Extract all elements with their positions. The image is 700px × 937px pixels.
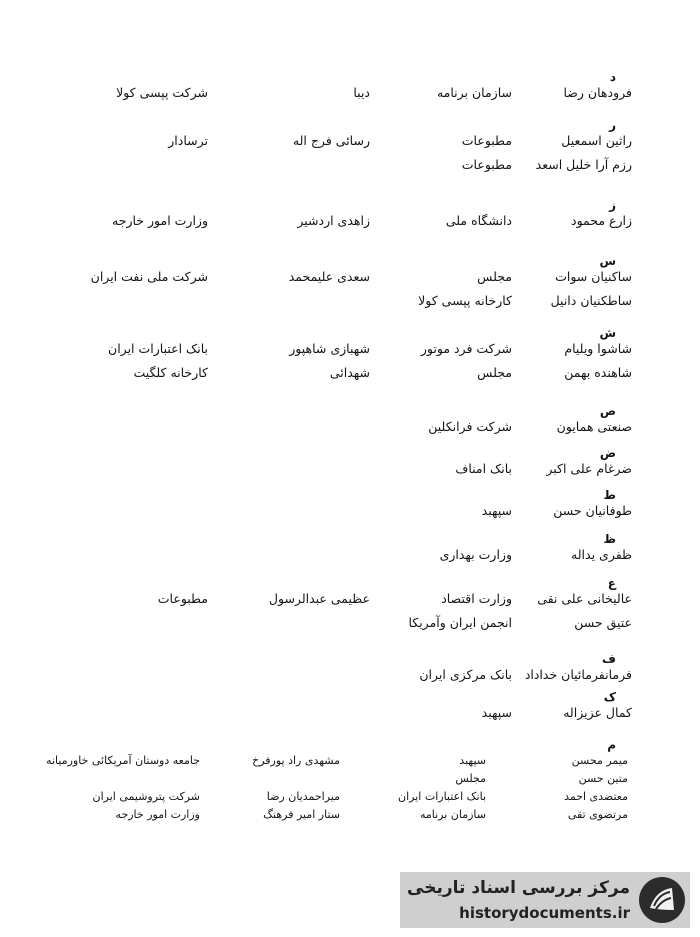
organization: بانک اعتبارات ایران [398,790,486,803]
organization: سازمان برنامه [419,808,486,821]
organization: مطبوعات [461,133,512,148]
watermark-title: مرکز بررسی اسناد تاریخی [407,878,630,898]
organization: شرکت پپسی کولا [116,85,208,100]
list-row [0,460,700,478]
section-letter: ع [607,576,616,590]
organization: بانک مرکزی ایران [419,667,512,682]
organization: سپهبد [459,754,486,767]
organization: شرکت ملی نفت ایران [90,269,208,284]
section-letter: ض [599,446,616,460]
organization: کارخانه کلگیت [133,365,208,380]
list-row [0,132,700,150]
organization: مطبوعات [461,157,512,172]
organization: جامعه دوستان آمریکائی خاورمیانه [46,754,200,767]
person-name: زارع محمود [571,213,632,228]
organization: سپهبد [481,705,512,720]
person-name: راثین اسمعیل [561,133,632,148]
section-letter: د [609,70,616,84]
organization: شرکت فرد موتور [420,341,512,356]
list-row [0,806,700,824]
person-name: مرتضوی تقی [567,808,628,821]
organization: بانک امناف [455,461,512,476]
person-name: میمر محسن [571,754,628,767]
person-name: دیبا [353,85,370,100]
list-row [0,752,700,770]
person-name: ساطکنیان دانیل [550,293,632,308]
organization: بانک اعتبارات ایران [108,341,208,356]
list-row [0,364,700,382]
person-name: فرمانفرمائیان خداداد [524,667,632,682]
watermark-banner [400,872,690,928]
person-name: ظفری یداله [571,547,632,562]
organization: دانشگاه ملی [445,213,512,228]
organization: وزارت امور خارجه [112,213,208,228]
person-name: رزم آرا خلیل اسعد [535,157,632,172]
person-name: ساکنیان سوات [555,269,632,284]
list-row [0,666,700,684]
person-name: میراحمدیان رضا [266,790,340,803]
list-row [0,704,700,722]
person-name: عتیق حسن [574,615,632,630]
person-name: معتضدی احمد [564,790,628,803]
section-letter: ص [599,404,616,418]
section-letter: م [607,738,616,752]
section-letter: ک [603,690,616,704]
organization: سپهبد [481,503,512,518]
person-name: کمال عزیزاله [563,705,632,720]
list-row [0,546,700,564]
person-name: عالیخانی علی نقی [537,591,632,606]
organization: مجلس [455,772,486,785]
section-letter: ف [602,652,616,666]
watermark-url: historydocuments.ir [459,904,630,922]
person-name: ضرغام علی اکبر [546,461,632,476]
organization: شرکت پتروشیمی ایران [92,790,200,803]
person-name: سعدی علیمحمد [288,269,370,284]
organization: مجلس [477,365,512,380]
section-letter: ط [603,488,616,502]
list-row [0,502,700,520]
section-letter: ر [609,118,616,132]
person-name: شاهنده بهمن [564,365,632,380]
section-letter: س [599,254,616,268]
list-row [0,788,700,806]
person-name: رسائی فرج اله [292,133,370,148]
section-letter: ظ [603,532,616,546]
organization: وزارت بهداری [439,547,512,562]
organization: کارخانه پپسی کولا [418,293,512,308]
person-name: عظیمی عبدالرسول [268,591,370,606]
list-row [0,340,700,358]
person-name: صنعتی همایون [556,419,632,434]
list-row [0,268,700,286]
section-letter: ز [609,198,616,212]
list-row [0,156,700,174]
organization: وزارت اقتصاد [441,591,512,606]
list-row [0,418,700,436]
list-row [0,770,700,788]
book-logo-icon [638,876,686,924]
organization: ترسادار [168,133,208,148]
person-name: فرودهان رضا [563,85,632,100]
person-name: ستار امیر فرهنگ [263,808,340,821]
list-row [0,84,700,102]
person-name: شاشوا ویلیام [564,341,632,356]
organization: انجمن ایران وآمریکا [408,615,512,630]
section-letter: ش [599,326,616,340]
person-name: مشهدی راد پورفرخ [252,754,340,767]
person-name: طوفانیان حسن [553,503,632,518]
list-row [0,292,700,310]
organization: مجلس [477,269,512,284]
person-name: شهدائی [329,365,370,380]
person-name: متین حسن [578,772,628,785]
person-name: شهبازی شاهپور [289,341,370,356]
organization: مطبوعات [157,591,208,606]
organization: وزارت امور خارجه [115,808,200,821]
organization: سازمان برنامه [436,85,512,100]
list-row [0,590,700,608]
organization: شرکت فرانکلین [428,419,512,434]
list-row [0,614,700,632]
list-row [0,212,700,230]
person-name: زاهدی اردشیر [297,213,370,228]
